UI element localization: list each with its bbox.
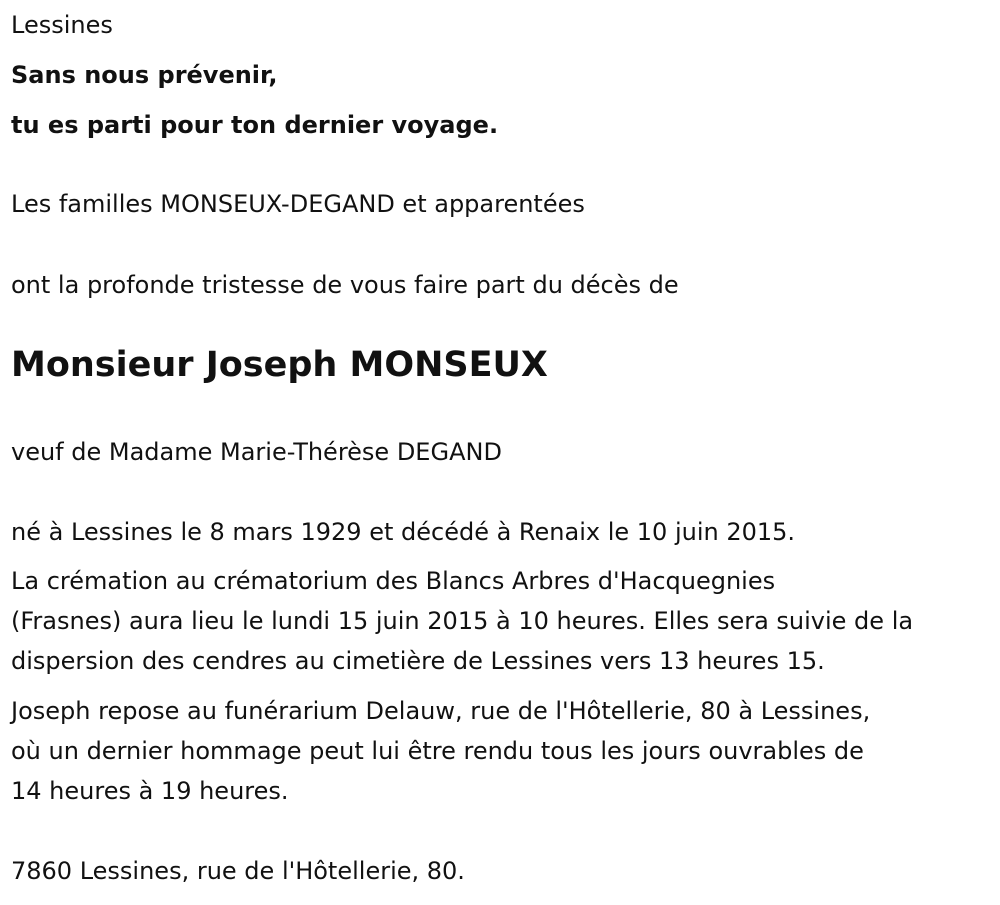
family-line: Les familles MONSEUX-DEGAND et apparentées [11,190,585,218]
visitation-line-1: Joseph repose au funérarium Delauw, rue de l'Hôtellerie, 80 à Lessines, [11,697,871,725]
announcement-line: ont la profonde tristesse de vous faire part du décès de [11,271,679,299]
visitation-paragraph [11,691,991,811]
verse-line-2: tu es parti pour ton dernier voyage. [11,111,499,139]
visitation-line-3: 14 heures à 19 heures. [11,777,289,805]
spouse-line: veuf de Madame Marie-Thérèse DEGAND [11,438,502,466]
verse-line-1: Sans nous prévenir, [11,61,278,89]
cremation-line-2: (Frasnes) aura lieu le lundi 15 juin 2015 à 10 heures. Elles sera suivie de la [11,607,914,635]
address-line: 7860 Lessines, rue de l'Hôtellerie, 80. [11,857,465,885]
location-heading: Lessines [11,11,113,39]
birth-death-line: né à Lessines le 8 mars 1929 et décédé à Renaix le 10 juin 2015. [11,518,796,546]
deceased-name: Monsieur Joseph MONSEUX [11,345,548,385]
cremation-line-3: dispersion des cendres au cimetière de Lessines vers 13 heures 15. [11,647,825,675]
visitation-line-2: où un dernier hommage peut lui être rendu tous les jours ouvrables de [11,737,864,765]
cremation-line-1: La crémation au crématorium des Blancs Arbres d'Hacquegnies [11,567,776,595]
cremation-paragraph [11,561,991,681]
